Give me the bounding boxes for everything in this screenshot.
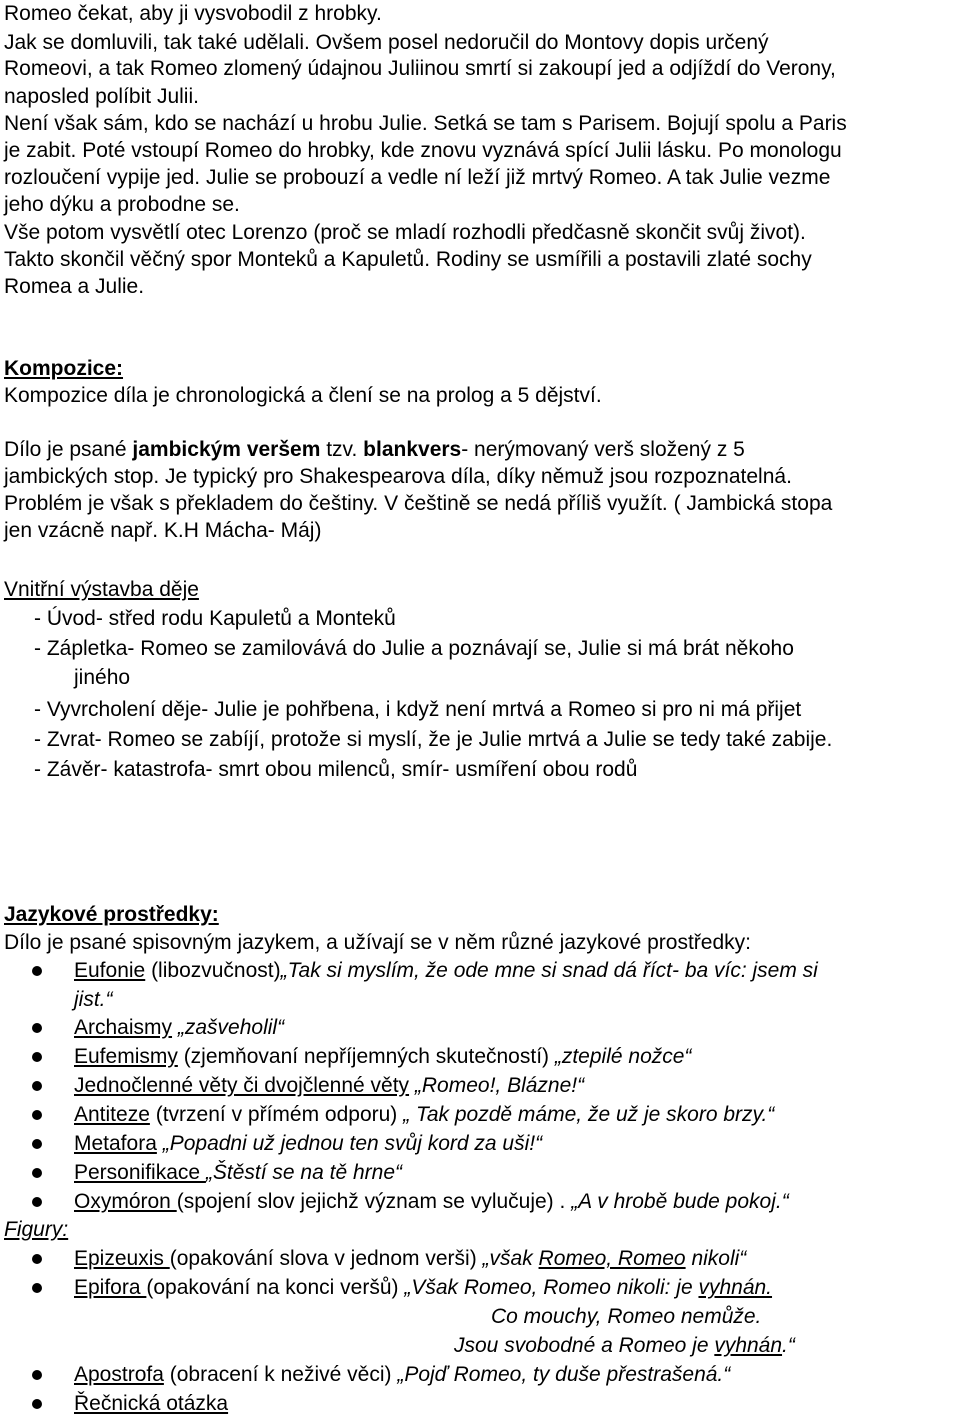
term-vety: Jednočlenné věty či dvojčlenné věty: [74, 1074, 410, 1097]
item-metafora: [74, 1131, 542, 1157]
plot-line-1: Romeo čekat, aby ji vysvobodil z hrobky.: [4, 2, 382, 25]
kompozice-line-1: Kompozice díla je chronologická a člení se na prolog a 5 dějství.: [4, 384, 602, 407]
desc-oxymoron: (spojení slov jejichž význam se vylučuje) .: [176, 1190, 572, 1213]
term-epifora: Epifora: [74, 1276, 147, 1299]
vystavba-item-zvrat: - Zvrat- Romeo se zabíjí, protože si myslí, že je Julie mrtvá a Julie se tedy také zabije.: [34, 728, 833, 751]
bullet-icon: [32, 1370, 42, 1380]
kompozice-line-5: jen vzácně např. K.H Mácha- Máj): [4, 519, 322, 542]
term-metafora: Metafora: [74, 1132, 157, 1155]
item-epizeuxis: [74, 1246, 746, 1272]
kompozice-line-4: Problém je však s překladem do češtiny. V češtině se nedá příliš využít. ( Jambická stopa: [4, 492, 833, 515]
kompozice-text: - nerýmovaný verš složený z 5: [461, 438, 745, 461]
example-apostrofa: „Pojď Romeo, ty duše přestrašená.“: [397, 1363, 731, 1386]
plot-line-7: rozloučení vypije jed. Julie se probouzí a vedle ní leží již mrtvý Romeo. A tak Julie vezme: [4, 166, 831, 189]
bullet-icon: [32, 1283, 42, 1293]
term-eufemismy: Eufemismy: [74, 1045, 178, 1068]
example-personifikace: „Štěstí se na tě hrne“: [205, 1161, 403, 1184]
plot-line-9: Vše potom vysvětlí otec Lorenzo (proč se mladí rozhodli předčasně skončit svůj život).: [4, 221, 806, 244]
example-epifora-underlined: vyhnán.: [698, 1276, 773, 1299]
desc-apostrofa: (obracení k neživé věci): [163, 1363, 398, 1386]
vystavba-item-uvod: - Úvod- střed rodu Kapuletů a Monteků: [34, 607, 396, 630]
bullet-icon: [32, 1139, 42, 1149]
bullet-icon: [32, 1023, 42, 1033]
desc-eufemismy: (zjemňovaní nepříjemných skutečností): [177, 1045, 555, 1068]
item-antiteze: [74, 1102, 774, 1128]
example-epifora-underlined: vyhnán: [714, 1334, 783, 1357]
kompozice-heading: Kompozice:: [4, 357, 124, 380]
bullet-icon: [32, 1052, 42, 1062]
plot-line-10: Takto skončil věčný spor Monteků a Kapuletů. Rodiny se usmířili a postavili zlaté sochy: [4, 248, 812, 271]
plot-line-2: Jak se domluvili, tak také udělali. Ovšem posel nedoručil do Montovy dopis určený: [4, 31, 769, 54]
vystavba-heading: Vnitřní výstavba děje: [4, 578, 199, 601]
bullet-icon: [32, 1254, 42, 1264]
item-archaismy: [74, 1015, 284, 1041]
vystavba-item-zapletka: - Zápletka- Romeo se zamilovává do Julie a poznávají se, Julie si má brát někoho: [34, 637, 794, 660]
plot-line-5: Není však sám, kdo se nachází u hrobu Julie. Setká se tam s Parisem. Bojují spolu a Paris: [4, 112, 847, 135]
plot-line-6: je zabit. Poté vstoupí Romeo do hrobky, kde znovu vyznává spící Julii lásku. Po monologu: [4, 139, 842, 162]
example-epifora: „Však Romeo, Romeo nikoli: je: [404, 1276, 699, 1299]
item-recnicka-otazka: Řečnická otázka: [74, 1392, 229, 1415]
term-antiteze: Antiteze: [74, 1103, 150, 1126]
term-eufonie: Eufonie: [74, 959, 146, 982]
epifora-verse-3: [454, 1333, 795, 1359]
item-personifikace: [74, 1160, 402, 1186]
example-metafora: „Popadni už jednou ten svůj kord za uši!“: [156, 1132, 543, 1155]
figury-heading: Figury:: [4, 1218, 69, 1241]
plot-line-4: naposled políbit Julii.: [4, 85, 199, 108]
bullet-icon: [32, 1399, 42, 1409]
example-eufonie: „Tak si myslím, že ode mne si snad dá říct- ba víc: jsem si: [280, 959, 818, 982]
example-oxymoron: „A v hrobě bude pokoj.“: [571, 1190, 789, 1213]
bullet-icon: [32, 966, 42, 976]
plot-line-8: jeho dýku a probodne se.: [4, 193, 240, 216]
kompozice-bold-term: jambickým veršem: [132, 438, 321, 461]
term-epizeuxis: Epizeuxis: [74, 1247, 170, 1270]
term-oxymoron: Oxymóron: [74, 1190, 177, 1213]
jazyk-heading: Jazykové prostředky:: [4, 903, 219, 926]
example-eufemismy: „ztepilé nožce“: [554, 1045, 692, 1068]
example-archaismy: „zašveholil“: [172, 1016, 285, 1039]
desc-antiteze: (tvrzení v přímém odporu): [149, 1103, 404, 1126]
vystavba-item-vyvrcholeni: - Vyvrcholení děje- Julie je pohřbena, i když není mrtvá a Romeo si pro ni má přijet: [34, 698, 802, 721]
plot-line-11: Romea a Julie.: [4, 275, 145, 298]
vystavba-item-zapletka-cont: jiného: [74, 666, 131, 689]
term-apostrofa: Apostrofa: [74, 1363, 164, 1386]
vystavba-item-zaver: - Závěr- katastrofa- smrt obou milenců, smír- usmíření obou rodů: [34, 758, 638, 781]
bullet-icon: [32, 1081, 42, 1091]
kompozice-line-3: jambických stop. Je typický pro Shakespearova díla, díky němuž jsou rozpoznatelná.: [4, 465, 792, 488]
item-eufonie-cont: jist.“: [74, 988, 113, 1011]
kompozice-line-2: [4, 437, 745, 463]
item-vety: [74, 1073, 584, 1099]
item-epifora: [74, 1275, 772, 1301]
example-epifora: .“: [782, 1334, 795, 1357]
item-eufonie: [74, 958, 818, 984]
jazyk-intro: Dílo je psané spisovným jazykem, a užívají se v něm různé jazykové prostředky:: [4, 931, 751, 954]
example-epizeuxis-underlined: Romeo, Romeo: [538, 1247, 686, 1270]
kompozice-bold-term: blankvers: [363, 438, 462, 461]
plot-line-3: Romeovi, a tak Romeo zlomený údajnou Juliinou smrtí si zakoupí jed a odjíždí do Verony,: [4, 57, 836, 80]
bullet-icon: [32, 1197, 42, 1207]
desc-eufonie: (libozvučnost): [145, 959, 281, 982]
example-epizeuxis: nikoli“: [685, 1247, 747, 1270]
desc-epizeuxis: (opakování slova v jednom verši): [169, 1247, 483, 1270]
item-apostrofa: [74, 1362, 730, 1388]
example-antiteze: „ Tak pozdě máme, že už je skoro brzy.“: [403, 1103, 775, 1126]
desc-epifora: (opakování na konci veršů): [146, 1276, 405, 1299]
term-archaismy: Archaismy: [74, 1016, 173, 1039]
bullet-icon: [32, 1110, 42, 1120]
example-epizeuxis: „však: [482, 1247, 539, 1270]
kompozice-text: tzv.: [320, 438, 364, 461]
item-eufemismy: [74, 1044, 691, 1070]
epifora-verse-2: Co mouchy, Romeo nemůže.: [491, 1305, 762, 1328]
example-epifora: Jsou svobodné a Romeo je: [454, 1334, 715, 1357]
bullet-icon: [32, 1168, 42, 1178]
term-personifikace: Personifikace: [74, 1161, 206, 1184]
example-vety: „Romeo!, Blázne!“: [409, 1074, 585, 1097]
kompozice-text: Dílo je psané: [4, 438, 133, 461]
item-oxymoron: [74, 1189, 789, 1215]
